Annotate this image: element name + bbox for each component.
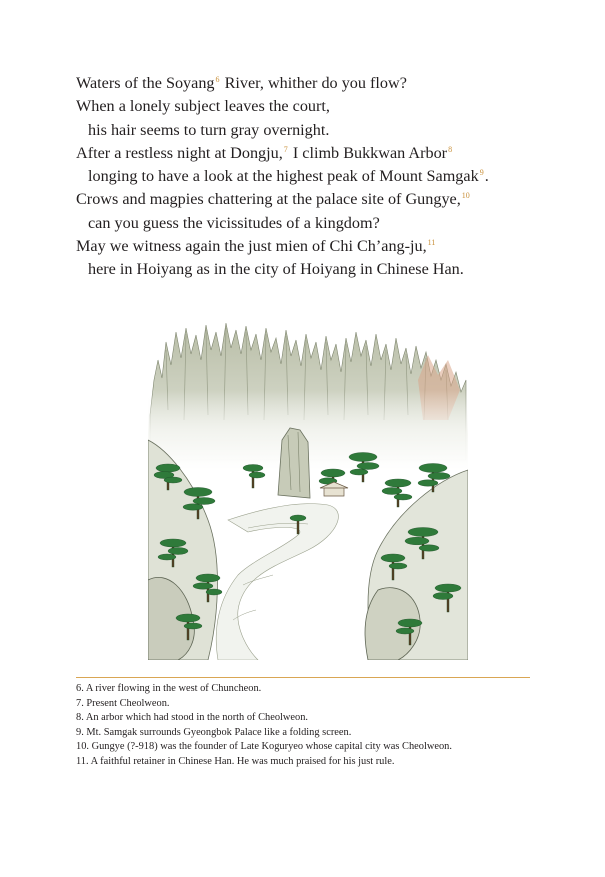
rock-pillar [278, 428, 310, 498]
footnote-ref-7[interactable]: 7 [283, 144, 288, 154]
poem-text: longing to have a look at the highest peak of Mount Samgak [88, 167, 479, 186]
poem [76, 72, 576, 282]
footnote-8: 8. An arbor which had stood in the north of Cheolweon. [76, 712, 309, 724]
poem-line-9: here in Hoiyang as in the city of Hoiyang in Chinese Han. [88, 260, 464, 279]
poem-text: May we witness again the just mien of Chi Ch’ang-ju, [76, 237, 427, 256]
poem-text: River, whither do you flow? [220, 74, 407, 92]
poem-text: Waters of the Soyang [76, 74, 215, 92]
footnote-10: 10. Gungye (?-918) was the founder of Late Koguryeo whose capital city was Cheolweon. [76, 741, 452, 753]
footnotes [76, 682, 556, 770]
valley-stream [216, 504, 338, 660]
footnote-ref-9[interactable]: 9 [479, 168, 484, 178]
footnote-7: 7. Present Cheolweon. [76, 697, 170, 709]
footnote-ref-8[interactable]: 8 [448, 144, 453, 154]
poem-line-2: When a lonely subject leaves the court, [76, 97, 330, 116]
poem-line-4 [76, 142, 576, 165]
poem-text: Crows and magpies chattering at the palace site of Gungye, [76, 190, 461, 209]
footnote-ref-11[interactable]: 11 [427, 238, 436, 248]
poem-line-8 [76, 235, 576, 258]
poem-text: . [484, 167, 489, 186]
footnote-ref-6[interactable]: 6 [215, 75, 220, 84]
poem-line-7: can you guess the vicissitudes of a kingdom? [88, 213, 380, 232]
footnote-ref-10[interactable]: 10 [461, 191, 470, 201]
footnote-6: 6. A river flowing in the west of Chuncheon. [76, 683, 262, 694]
footnote-11: 11. A faithful retainer in Chinese Han. He was much praised for his just rule. [76, 755, 395, 767]
poem-line-3: his hair seems to turn gray overnight. [88, 120, 330, 139]
footnote-divider [76, 677, 530, 678]
poem-text: After a restless night at Dongju, [76, 143, 283, 162]
poem-text: I climb Bukkwan Arbor [288, 143, 448, 162]
poem-line-6 [76, 188, 576, 211]
footnote-9: 9. Mt. Samgak surrounds Gyeongbok Palace like a folding screen. [76, 726, 352, 738]
poem-line-1 [76, 72, 576, 95]
poem-line-5 [76, 165, 576, 188]
landscape-painting [148, 320, 468, 660]
